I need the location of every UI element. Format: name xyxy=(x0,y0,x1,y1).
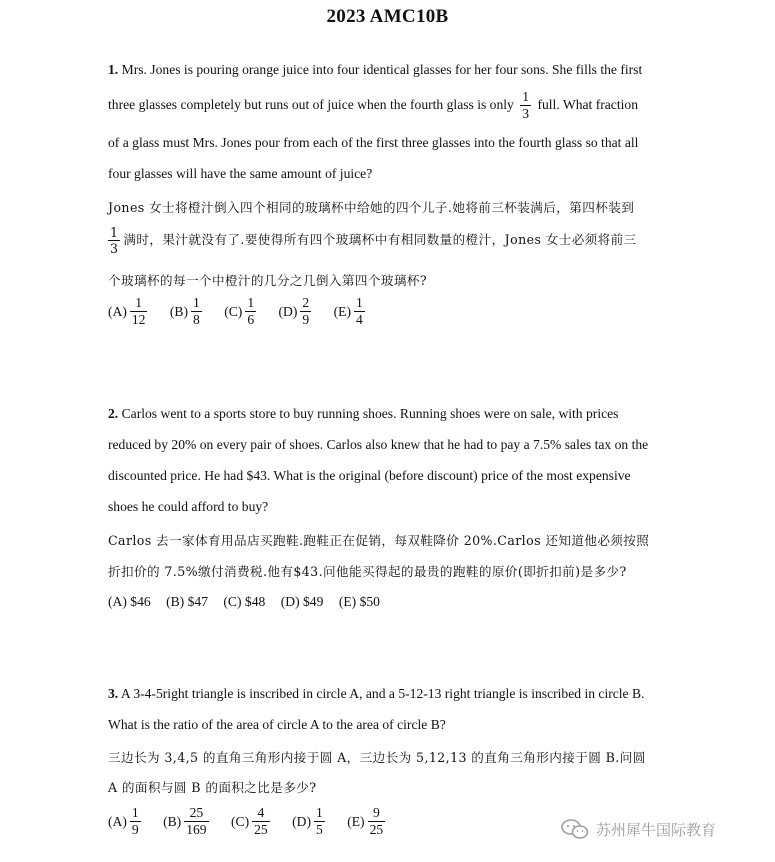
problem-2-en-line-3: discounted price. He had $43. What is the original (before discount) price of the most expensive xyxy=(108,468,631,483)
fraction: $\frac{1}{3}$ xyxy=(522,89,530,122)
problem-2-en-line-1: 2. Carlos went to a sports store to buy running shoes. Running shoes were on sale, with prices xyxy=(108,406,619,421)
problem-2-zh-line-2: 折扣价的 7.5%缴付消费税.他有$43.问他能买得起的最贵的跑鞋的原价(即折扣前)是多少? xyxy=(108,564,627,579)
choice-b: (B) $47 xyxy=(166,593,208,609)
choice-a: (A) $\frac{1}{9}$ xyxy=(108,805,139,838)
choice-c: (C) $\frac{1}{6}$ xyxy=(224,295,255,328)
wechat-icon xyxy=(560,818,590,840)
page-title: 2023 AMC10B xyxy=(326,6,449,27)
choice-d: (D) $\frac{2}{9}$ xyxy=(278,295,310,328)
problem-1-en-line-3: of a glass must Mrs. Jones pour from each of the first three glasses into the fourth glass so that all xyxy=(108,135,639,150)
watermark xyxy=(560,816,716,842)
choice-b: (B) $\frac{25}{169}$ xyxy=(163,805,207,838)
choice-b: (B) $\frac{1}{8}$ xyxy=(169,295,200,328)
problem-3-zh-line-1: 三边长为 3,4,5 的直角三角形内接于圆 A，三边长为 5,12,13 的直角三角形内接于圆 B.问圆 xyxy=(108,750,646,765)
choice-c: (C) $48 xyxy=(223,593,266,609)
choice-d: (D) $49 xyxy=(280,593,324,609)
problem-3-zh-line-2: A 的面积与圆 B 的面积之比是多少? xyxy=(108,780,317,795)
answer-choices xyxy=(108,593,392,610)
problem-1-en-line-2: three glasses completely but runs out of juice when the fourth glass is only $\frac{1}{3}$ full. What fraction xyxy=(108,89,638,122)
choice-c: (C) $\frac{4}{25}$ xyxy=(231,805,268,838)
problem-number: 1. xyxy=(108,62,119,77)
choice-a: (A) $46 xyxy=(108,593,151,609)
choice-a: (A) $\frac{1}{12}$ xyxy=(108,295,146,328)
problem-1-zh-line-1: Jones 女士将橙汁倒入四个相同的玻璃杯中给她的四个儿子.她将前三杯装满后，第四杯装到 xyxy=(108,200,635,215)
problem-1-zh-line-2: $\frac{1}{3}$ 满时，果汁就没有了.要使得所有四个玻璃杯中有相同数量的橙汁，Jones 女士必须将前三 xyxy=(110,225,637,257)
problem-number: 3. xyxy=(108,686,119,701)
choice-e: (E) $50 xyxy=(338,593,380,609)
problem-3-en-line-1: 3. A 3-4-5right triangle is inscribed in circle A, and a 5-12-13 right triangle is inscribed in circle B. xyxy=(108,686,645,701)
fraction: $\frac{1}{3}$ xyxy=(110,225,119,257)
choice-e: (E) $\frac{9}{25}$ xyxy=(347,805,384,838)
problem-3-en-line-2: What is the ratio of the area of circle A to the area of circle B? xyxy=(108,717,446,732)
problem-2-en-line-2: reduced by 20% on every pair of shoes. Carlos also knew that he had to pay a 7.5% sales tax on the xyxy=(108,437,649,452)
problem-1-en-line-4: four glasses will have the same amount of juice? xyxy=(108,166,373,181)
problem-2-zh-line-1: Carlos 去一家体育用品店买跑鞋.跑鞋正在促销，每双鞋降价 20%.Carlos 还知道他必须按照 xyxy=(108,533,650,548)
problem-2-en-line-4: shoes he could afford to buy? xyxy=(108,499,269,514)
watermark-text: 苏州犀牛国际教育 xyxy=(596,820,717,839)
problem-1-en-line-1: 1. Mrs. Jones is pouring orange juice into four identical glasses for her four sons. She fills the first xyxy=(108,62,643,77)
choice-e: (E) $\frac{1}{4}$ xyxy=(333,295,363,328)
problem-number: 2. xyxy=(108,406,119,421)
choice-d: (D) $\frac{1}{5}$ xyxy=(292,805,323,838)
answer-choices xyxy=(108,806,404,838)
problem-1-zh-line-3: 个玻璃杯的每一个中橙汁的几分之几倒入第四个玻璃杯? xyxy=(108,273,428,288)
answer-choices xyxy=(108,296,384,328)
